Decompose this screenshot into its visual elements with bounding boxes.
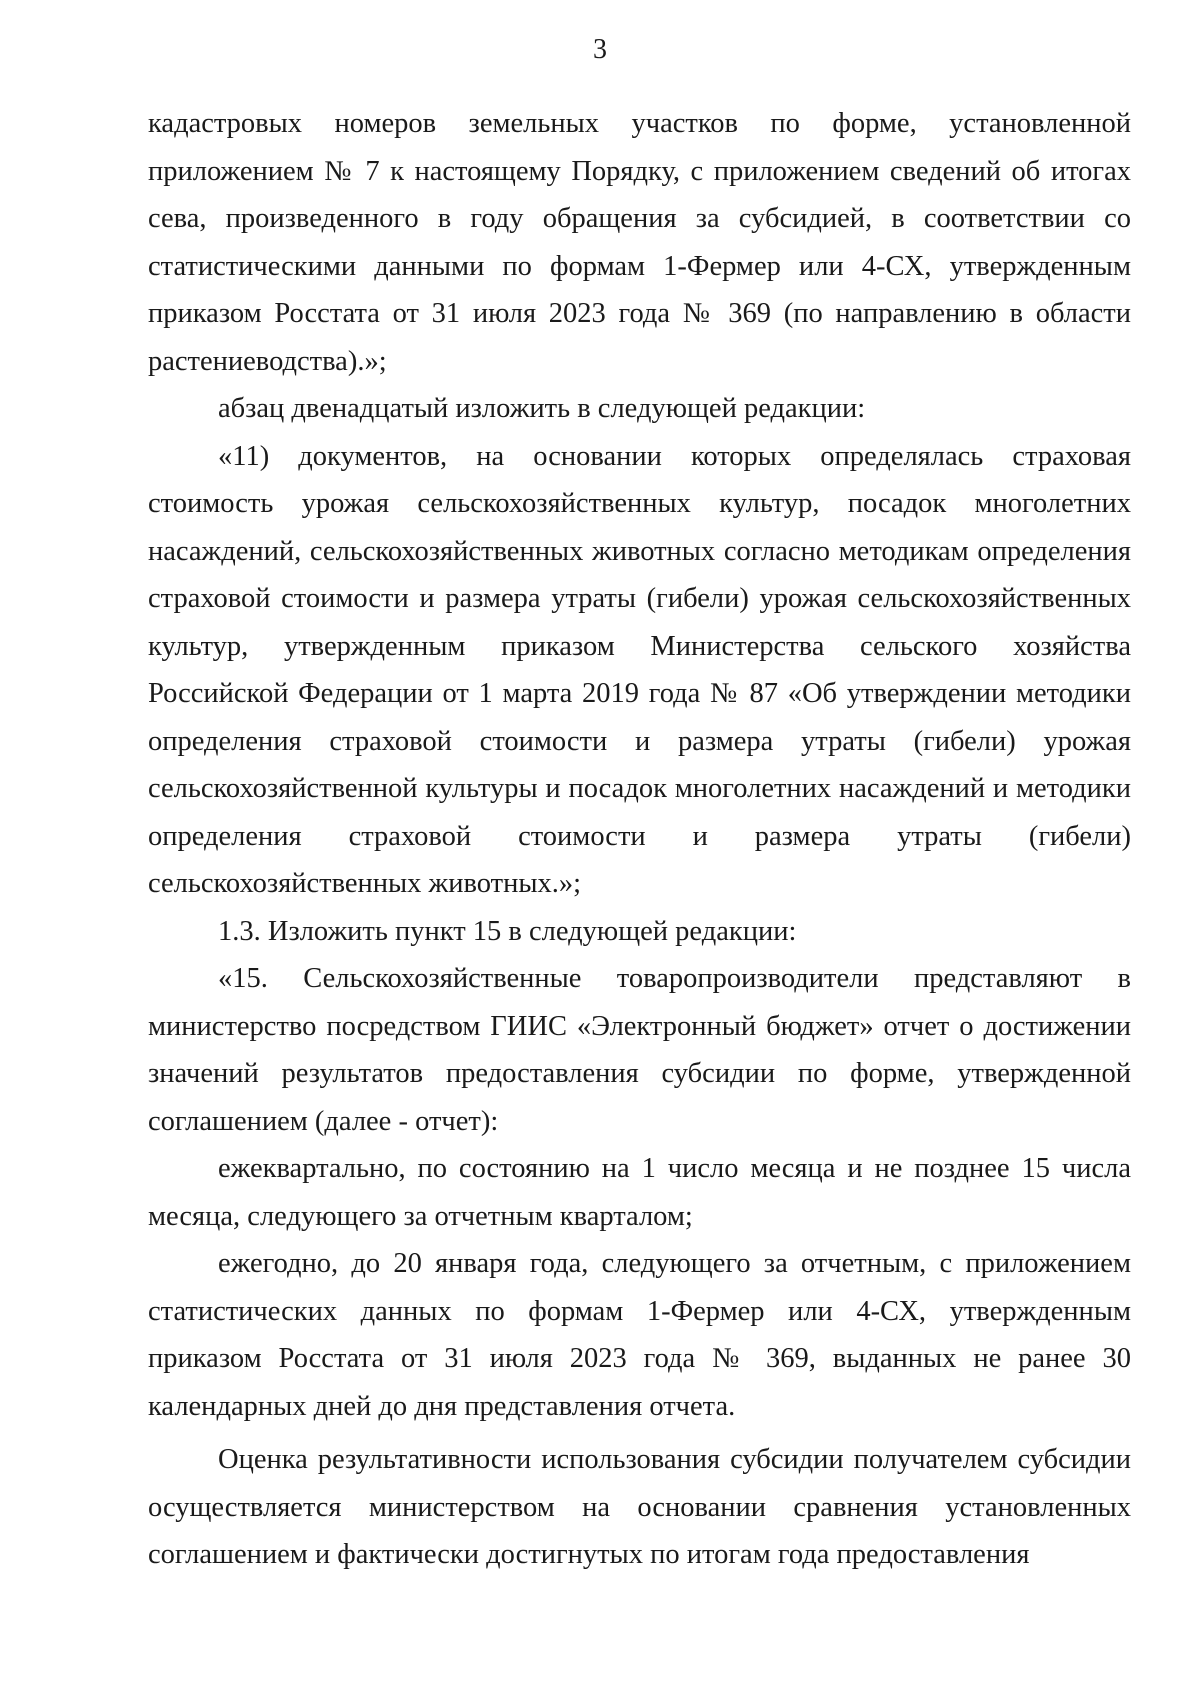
paragraph-cadastral-numbers: кадастровых номеров земельных участков по форме, установленной приложением № 7 к настоящему Порядку, с приложением сведений об итогах сева, произведенного в году обращения за субсидией, в соответствии со статистическими данными по формам 1-Фермер или 4-СХ, утвержденным приказом Росстата от 31 июля 2023 года № 369 (по направлению в области растениеводства).»;: [148, 108, 1131, 377]
document-body: [148, 100, 1131, 1579]
paragraph-evaluation: Оценка результативности использования субсидии получателем субсидии осуществляется министерством на основании сравнения установленных соглашением и фактически достигнутых по итогам года предоставления: [148, 1444, 1131, 1570]
page-number: 3: [593, 34, 607, 65]
paragraph-item-11: «11) документов, на основании которых определялась страховая стоимость урожая сельскохозяйственных культур, посадок многолетних насаждений, сельскохозяйственных животных согласно методикам определения страховой стоимости и размера утраты (гибели) урожая сельскохозяйственных культур, утвержденным приказом Министерства сельского хозяйства Российской Федерации от 1 марта 2019 года № 87 «Об утверждении методики определения страховой стоимости и размера утраты (гибели) урожая сельскохозяйственной культуры и посадок многолетних насаждений и методики определения страховой стоимости и размера утраты (гибели) сельскохозяйственных животных.»;: [148, 440, 1131, 899]
paragraph-abzac-twelfth: абзац двенадцатый изложить в следующей редакции:: [218, 393, 866, 424]
paragraph-annually: ежегодно, до 20 января года, следующего за отчетным, с приложением статистических данных по формам 1-Фермер или 4-СХ, утвержденным приказом Росстата от 31 июля 2023 года № 369, выданных не ранее 30 календарных дней до дня представления отчета.: [148, 1248, 1131, 1422]
paragraph-quarterly: ежеквартально, по состоянию на 1 число месяца и не позднее 15 числа месяца, следующего за отчетным кварталом;: [148, 1153, 1131, 1232]
paragraph-1-3: 1.3. Изложить пункт 15 в следующей редакции:: [218, 915, 797, 947]
paragraph-item-15: «15. Сельскохозяйственные товаропроизводители представляют в министерство посредством ГИИС «Электронный бюджет» отчет о достижении значений результатов предоставления субсидии по форме, утвержденной соглашением (далее - отчет):: [148, 963, 1131, 1137]
